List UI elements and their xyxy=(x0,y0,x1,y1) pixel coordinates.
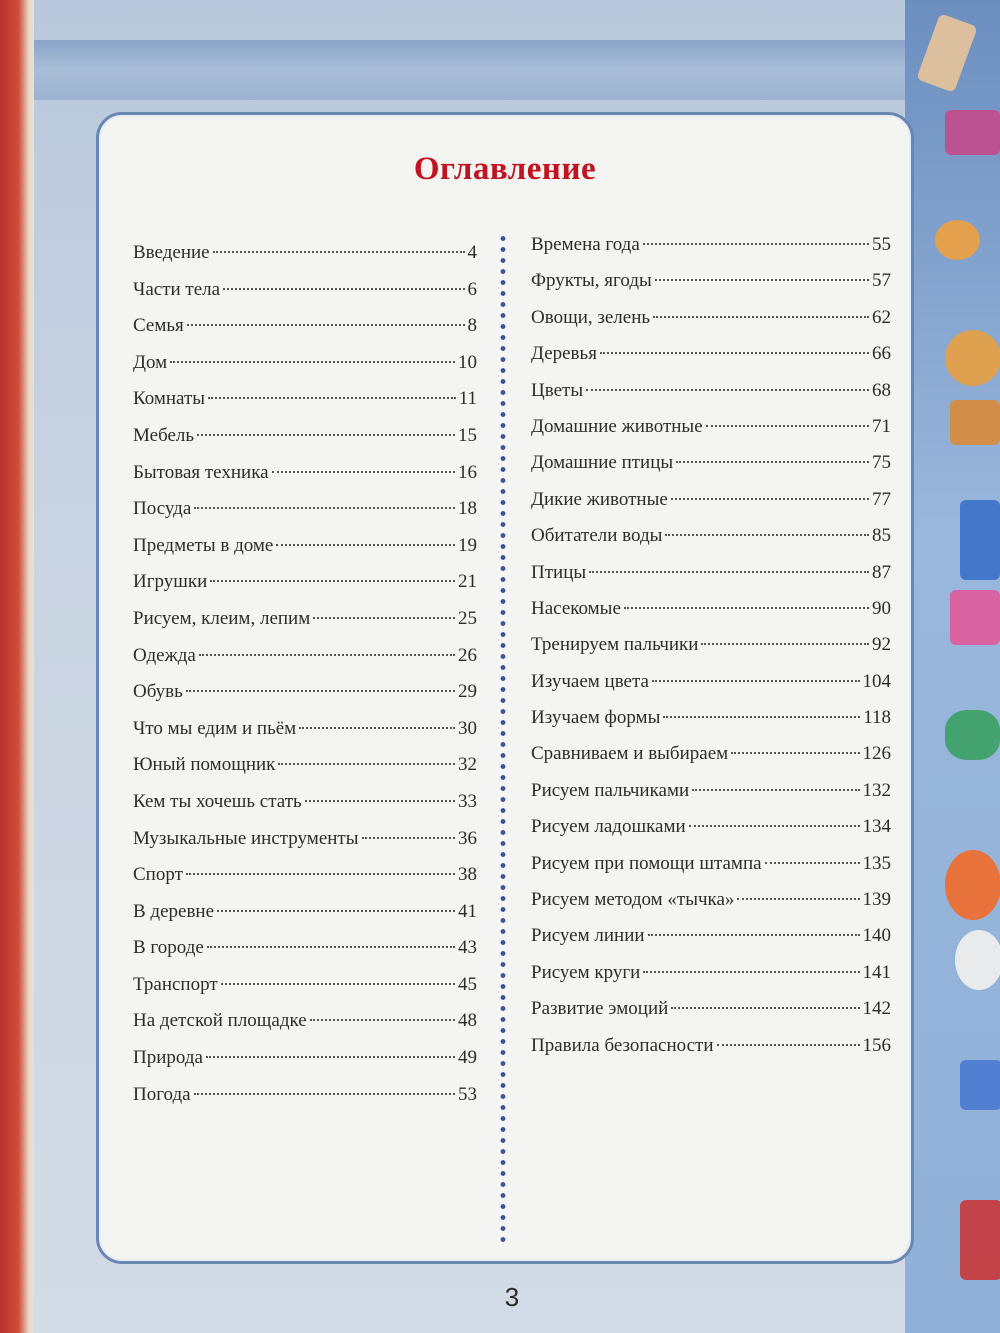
toc-entry-page: 156 xyxy=(862,1034,891,1056)
toc-entry-page: 26 xyxy=(458,644,477,666)
toc-dot-leader xyxy=(663,716,860,718)
toc-entry-page: 126 xyxy=(862,743,891,765)
toc-entry-title: Обитатели воды xyxy=(531,525,663,547)
toc-entry-title: Дикие животные xyxy=(531,488,668,510)
toc-dot-leader xyxy=(600,352,869,354)
toc-dot-leader xyxy=(362,837,456,839)
toc-entry xyxy=(531,736,891,772)
toc-entry xyxy=(531,809,891,845)
toc-entry-title: Тренируем пальчики xyxy=(531,634,699,656)
toc-entry-page: 85 xyxy=(872,525,891,547)
pink-block-shape xyxy=(950,590,1000,645)
toc-entry xyxy=(133,564,477,601)
toc-dot-leader xyxy=(676,461,869,463)
toc-dot-leader xyxy=(217,910,455,912)
toc-dot-leader xyxy=(194,507,455,509)
toc-entry xyxy=(133,1003,477,1040)
toc-entry-title: Птицы xyxy=(531,561,587,583)
toc-entry-page: 135 xyxy=(862,852,891,874)
toc-entry-page: 104 xyxy=(862,670,891,692)
toc-entry xyxy=(133,894,477,931)
toc-dot-leader xyxy=(278,763,455,765)
toc-entry-page: 92 xyxy=(872,634,891,656)
toc-entry-page: 142 xyxy=(862,998,891,1020)
toc-entry-title: Правила безопасности xyxy=(531,1034,714,1056)
toc-dot-leader xyxy=(186,873,455,875)
toc-entry-title: Игрушки xyxy=(133,571,208,593)
blue-block-shape xyxy=(960,500,1000,580)
top-color-band xyxy=(34,40,934,100)
toc-dot-leader xyxy=(210,580,455,582)
toc-dot-leader xyxy=(213,251,465,253)
side-illustration xyxy=(905,0,1000,1333)
toc-entry xyxy=(531,773,891,809)
toc-entry xyxy=(531,591,891,627)
toc-entry-page: 21 xyxy=(458,571,477,593)
toc-entry-title: Рисуем, клеим, лепим xyxy=(133,607,311,629)
toc-dot-leader xyxy=(731,752,859,754)
toc-entry-title: Дом xyxy=(133,351,168,373)
toc-dot-leader xyxy=(194,1093,455,1095)
toc-entry-title: Рисуем ладошками xyxy=(531,816,686,838)
toc-entry-title: Рисуем при помощи штампа xyxy=(531,852,762,874)
toc-dot-leader xyxy=(648,934,860,936)
toc-entry xyxy=(531,664,891,700)
toc-entry-title: Части тела xyxy=(133,278,221,300)
toc-entry-title: Рисуем методом «тычка» xyxy=(531,889,735,911)
toc-entry-page: 68 xyxy=(872,379,891,401)
toc-entry-title: Обувь xyxy=(133,681,183,703)
toc-entry-title: Юный помощник xyxy=(133,754,276,776)
toc-dot-leader xyxy=(223,288,464,290)
toc-entry xyxy=(531,445,891,481)
toc-dot-leader xyxy=(652,680,860,682)
toc-entry-page: 38 xyxy=(458,864,477,886)
toc-entry xyxy=(531,336,891,372)
toc-dot-leader xyxy=(206,1056,455,1058)
toc-entry-title: В городе xyxy=(133,937,204,959)
toc-dot-leader xyxy=(671,1007,859,1009)
toc-dot-leader xyxy=(199,654,455,656)
toc-entry xyxy=(133,930,477,967)
toc-entry-page: 30 xyxy=(458,717,477,739)
toc-entry-title: Насекомые xyxy=(531,597,621,619)
toc-dot-leader xyxy=(665,534,869,536)
toc-entry-page: 15 xyxy=(458,424,477,446)
toc-entry xyxy=(531,373,891,409)
toc-dot-leader xyxy=(170,361,455,363)
toc-entry-title: Посуда xyxy=(133,498,192,520)
toc-entry xyxy=(531,1028,891,1064)
toc-entry-page: 29 xyxy=(458,681,477,703)
toc-dot-leader xyxy=(706,425,869,427)
toc-dot-leader xyxy=(643,243,869,245)
toc-entry-title: Погода xyxy=(133,1083,191,1105)
page-title: Оглавление xyxy=(413,151,597,187)
column-divider xyxy=(500,233,506,1243)
toc-entry-title: Рисуем пальчиками xyxy=(531,779,690,801)
spine-stitching xyxy=(22,0,24,1333)
toc-dot-leader xyxy=(276,544,455,546)
toc-entry-page: 4 xyxy=(467,242,477,263)
toc-entry xyxy=(133,967,477,1004)
toc-entry-page: 25 xyxy=(458,607,477,629)
toc-entry-page: 43 xyxy=(458,937,477,959)
toc-entry-page: 118 xyxy=(863,707,891,729)
toc-entry-title: Предметы в доме xyxy=(133,534,274,556)
toc-entry-title: Изучаем формы xyxy=(531,707,661,729)
toc-dot-leader xyxy=(187,324,465,326)
toc-entry-title: Одежда xyxy=(133,644,196,666)
toc-dot-leader xyxy=(689,825,860,827)
toc-entry xyxy=(133,638,477,675)
toc-dot-leader xyxy=(197,434,455,436)
toc-dot-leader xyxy=(186,690,455,692)
pencil-shape xyxy=(916,13,978,92)
toc-dot-leader xyxy=(272,471,455,473)
toc-dot-leader xyxy=(586,389,869,391)
toc-dot-leader xyxy=(692,789,859,791)
toc-entry-title: Транспорт xyxy=(133,973,218,995)
red-cube-shape xyxy=(960,1200,1000,1280)
orange-ball-shape xyxy=(945,850,1000,920)
toc-entry-page: 139 xyxy=(862,889,891,911)
toc-dot-leader xyxy=(589,571,869,573)
toc-entry xyxy=(531,991,891,1027)
toc-entry-title: Что мы едим и пьём xyxy=(133,717,297,739)
toc-entry xyxy=(133,308,477,345)
toc-entry-page: 48 xyxy=(458,1010,477,1032)
toc-entry xyxy=(133,345,477,382)
toc-entry-page: 32 xyxy=(458,754,477,776)
toc-dot-leader xyxy=(208,397,456,399)
toc-entry-page: 66 xyxy=(872,343,891,365)
toc-entry xyxy=(133,784,477,821)
toc-entry-page: 18 xyxy=(458,498,477,520)
toc-entry-page: 53 xyxy=(458,1083,477,1105)
toc-entry xyxy=(133,857,477,894)
toc-entry-page: 36 xyxy=(458,827,477,849)
toc-entry-title: Цветы xyxy=(531,379,584,401)
toc-entry-page: 41 xyxy=(458,900,477,922)
toc-dot-leader xyxy=(313,617,455,619)
toc-dot-leader xyxy=(221,983,455,985)
green-symbol-shape xyxy=(945,710,1000,760)
toc-dot-leader xyxy=(655,279,869,281)
toc-entry xyxy=(133,711,477,748)
toc-dot-leader xyxy=(299,727,455,729)
toc-entry-page: 8 xyxy=(467,315,477,337)
toc-entry xyxy=(133,1077,477,1114)
toc-entry-page: 77 xyxy=(872,488,891,510)
toc-entry-title: Овощи, зелень xyxy=(531,306,651,328)
toc-entry-title: Развитие эмоций xyxy=(531,998,669,1020)
toc-entry-page: 134 xyxy=(862,816,891,838)
toc-entry xyxy=(531,700,891,736)
toc-entry xyxy=(133,674,477,711)
toc-entry-title: Мебель xyxy=(133,424,195,446)
toc-dot-leader xyxy=(765,862,860,864)
toc-entry-title: Рисуем линии xyxy=(531,925,645,947)
toc-entry-title: Деревья xyxy=(531,343,597,365)
toc-entry-page: 75 xyxy=(872,452,891,474)
toc-entry xyxy=(133,528,477,565)
blue-cube-shape xyxy=(960,1060,1000,1110)
toc-dot-leader xyxy=(305,800,455,802)
toc-entry-title: В деревне xyxy=(133,900,215,922)
toc-entry-page: 45 xyxy=(458,973,477,995)
toc-dot-leader xyxy=(653,316,869,318)
toc-entry xyxy=(133,272,477,309)
toc-entry xyxy=(531,555,891,591)
toc-entry-page: 16 xyxy=(458,461,477,483)
toc-dot-leader xyxy=(207,946,455,948)
toc-entry xyxy=(133,821,477,858)
toc-entry-page: 140 xyxy=(862,925,891,947)
toc-entry-page: 6 xyxy=(467,278,477,300)
toc-dot-leader xyxy=(701,643,869,645)
toc-entry xyxy=(531,955,891,991)
toc-entry-title: Кем ты хочешь стать xyxy=(133,790,302,812)
toc-dot-leader xyxy=(643,971,859,973)
toc-entry xyxy=(531,846,891,882)
toc-entry xyxy=(133,235,477,272)
toc-entry-title: На детской площадке xyxy=(133,1010,307,1032)
toc-entry xyxy=(531,882,891,918)
toc-entry-title: Семья xyxy=(133,315,184,337)
toc-entry-title: Фрукты, ягоды xyxy=(531,270,652,292)
toc-entry xyxy=(531,300,891,336)
toc-entry-title: Комнаты xyxy=(133,388,206,410)
toc-entry xyxy=(133,747,477,784)
toc-entry-page: 132 xyxy=(862,779,891,801)
toc-entry-title: Сравниваем и выбираем xyxy=(531,743,729,765)
toc-entry-title: Домашние птицы xyxy=(531,452,674,474)
toc-entry xyxy=(531,518,891,554)
cube-shape xyxy=(945,110,1000,155)
toc-entry-page: 55 xyxy=(872,234,891,255)
toc-entry-page: 141 xyxy=(862,961,891,983)
toc-entry-title: Природа xyxy=(133,1047,203,1069)
toc-dot-leader xyxy=(671,498,869,500)
toc-dot-leader xyxy=(624,607,869,609)
toc-entry xyxy=(133,381,477,418)
toc-dot-leader xyxy=(737,898,859,900)
toc-entry xyxy=(133,491,477,528)
toc-dot-leader xyxy=(310,1019,455,1021)
toc-entry xyxy=(531,227,891,263)
toc-entry xyxy=(133,418,477,455)
page-number: 3 xyxy=(504,1282,520,1312)
toc-entry-page: 57 xyxy=(872,270,891,292)
toc-entry-title: Введение xyxy=(133,242,210,263)
toc-entry xyxy=(531,918,891,954)
question-shape xyxy=(935,220,980,260)
toc-entry xyxy=(531,627,891,663)
toc-entry-page: 33 xyxy=(458,790,477,812)
toc-entry-page: 19 xyxy=(458,534,477,556)
white-ball-shape xyxy=(955,930,1000,990)
toc-entry-page: 11 xyxy=(458,388,477,410)
prism-shape xyxy=(950,400,1000,445)
toc-entry-page: 49 xyxy=(458,1047,477,1069)
toc-entry-page: 90 xyxy=(872,597,891,619)
toc-entry-title: Рисуем круги xyxy=(531,961,641,983)
toc-left-column xyxy=(133,235,477,1113)
toc-entry xyxy=(531,409,891,445)
toc-entry-page: 10 xyxy=(458,351,477,373)
toc-entry-title: Бытовая техника xyxy=(133,461,269,483)
toc-entry-title: Музыкальные инструменты xyxy=(133,827,359,849)
toc-entry-title: Изучаем цвета xyxy=(531,670,649,692)
toc-right-column xyxy=(531,227,891,1064)
toc-dot-leader xyxy=(717,1044,860,1046)
toc-panel xyxy=(96,112,914,1264)
toc-entry-title: Домашние животные xyxy=(531,415,703,437)
toc-entry-title: Спорт xyxy=(133,864,183,886)
toc-entry xyxy=(531,482,891,518)
book-spine xyxy=(0,0,34,1333)
toc-entry xyxy=(531,263,891,299)
toc-entry xyxy=(133,601,477,638)
toc-entry-page: 71 xyxy=(872,415,891,437)
sphere-shape xyxy=(945,330,1000,386)
toc-entry-title: Времена года xyxy=(531,234,640,255)
toc-entry-page: 62 xyxy=(872,306,891,328)
toc-entry-page: 87 xyxy=(872,561,891,583)
toc-entry xyxy=(133,1040,477,1077)
toc-entry xyxy=(133,455,477,492)
